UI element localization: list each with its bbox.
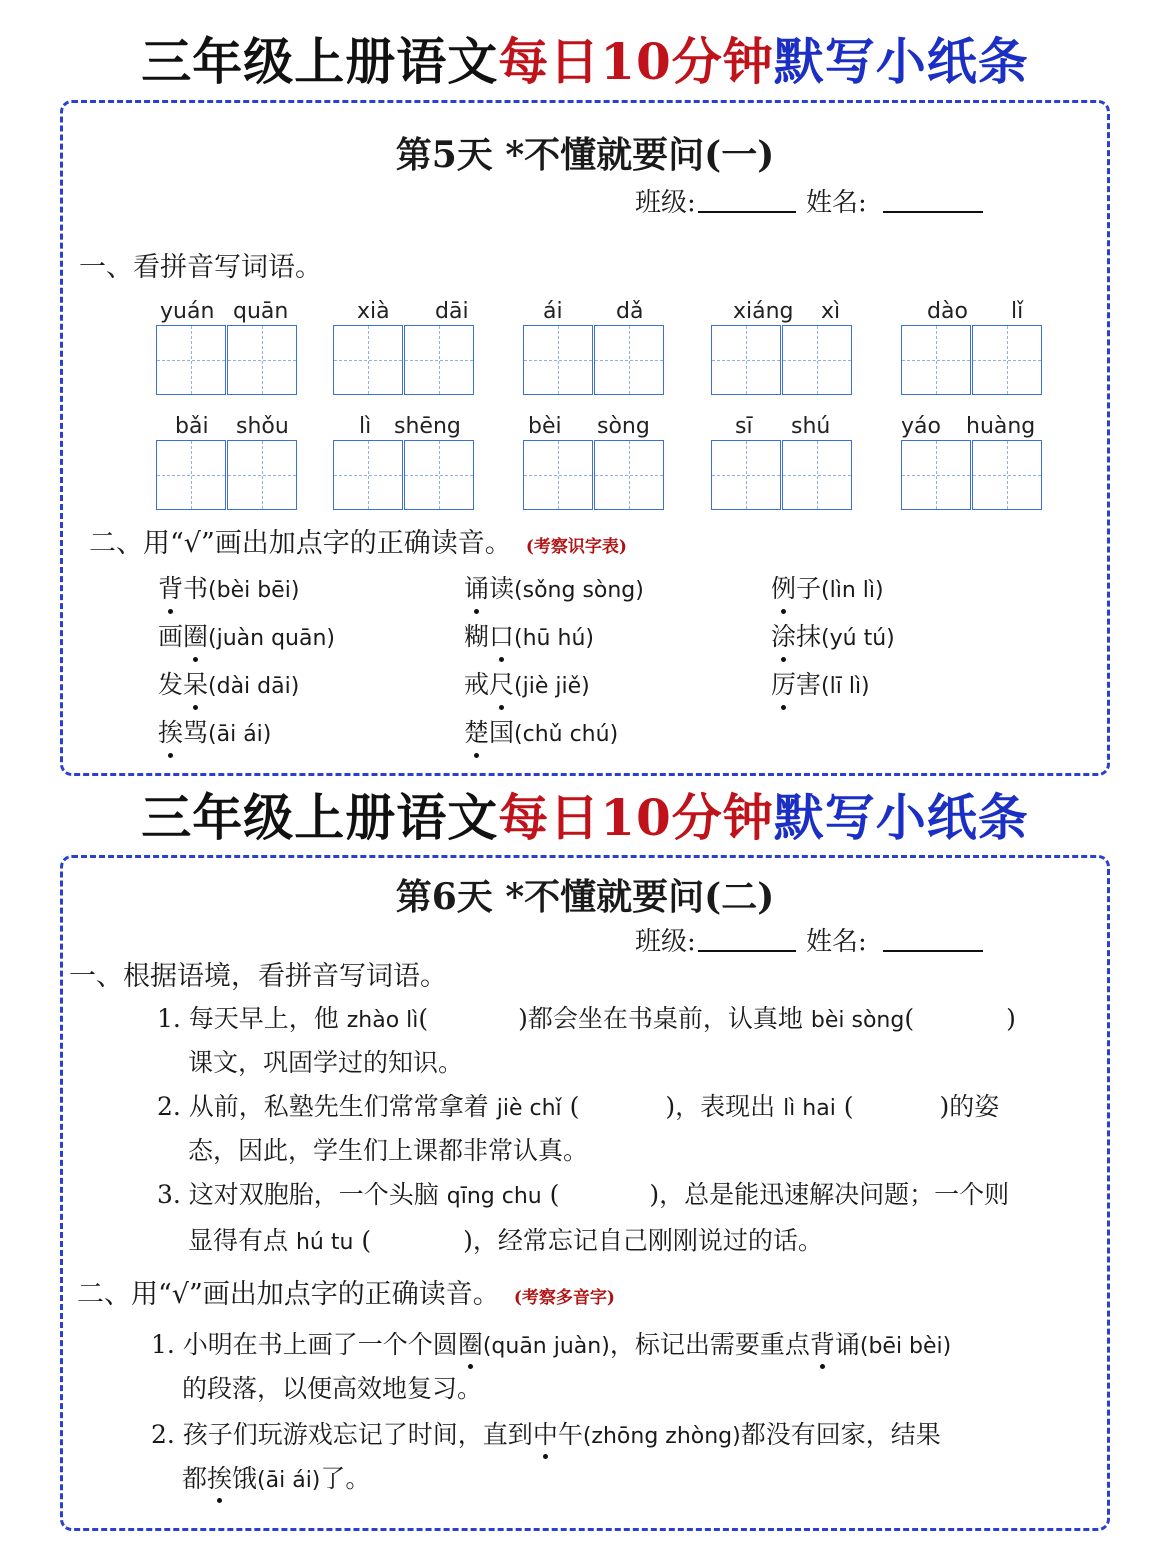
day6-card [60,855,1110,1531]
pinyin: dāi [435,299,469,324]
pinyin: xiáng [733,299,794,324]
reading-item[interactable] [771,669,870,703]
char: 子 [796,574,822,603]
pinyin-options: (dài dāi) [208,674,300,699]
char: 画 [158,622,184,651]
char: 发 [158,670,184,699]
writing-box[interactable] [901,325,971,395]
pinyin: sī [735,414,753,439]
pinyin: huàng [966,414,1036,439]
writing-box[interactable] [782,440,852,510]
char: 书 [183,574,209,603]
text: )，总是能迅速解决问题；一个则 [649,1180,1010,1209]
name-blank[interactable] [883,187,983,213]
pinyin: xì [821,299,841,324]
day6-title: 第6天 *不懂就要问(二) [395,876,775,918]
text: )都会坐在书桌前，认真地 [518,1004,811,1033]
pinyin: dào [927,299,968,324]
dotted-char: 口 [489,622,515,651]
name-label: 姓名: [806,927,867,957]
dotted-char: 挨 [158,718,184,747]
pinyin-options: (chǔ chú) [514,722,619,747]
char: 戒 [464,670,490,699]
context-question-3 [157,1180,1009,1212]
dotted-char: 涂 [771,622,797,651]
reading-item[interactable] [158,621,335,655]
context-question-3-cont [188,1226,823,1258]
writing-box[interactable] [404,325,474,395]
pinyin: bèi sòng [810,1008,905,1033]
char: 抹 [796,622,822,651]
reading-item[interactable] [464,669,590,703]
text: ( [541,1180,560,1209]
text: 诵 [834,1330,860,1359]
writing-box[interactable] [594,440,664,510]
day5-info [635,187,985,219]
title-part-grade: 三年级上册语文 [141,788,499,847]
dotted-char: 厉 [771,670,797,699]
day5-title: 第5天 *不懂就要问(一) [395,134,775,176]
polyphone-question-2 [151,1420,941,1452]
name-label: 姓名: [806,188,867,218]
pinyin: yáo [901,414,941,439]
pinyin: bǎi [175,414,209,439]
pinyin: zhào lì [346,1008,419,1033]
pinyin-options: (yú tú) [821,626,895,651]
dotted-char: 挨 [207,1464,233,1493]
text: 午 [557,1420,583,1449]
pinyin-options: (jiè jiě) [514,674,590,699]
dotted-char: 呆 [183,670,209,699]
pinyin-options: (sǒng sòng) [514,578,644,603]
text: ( [904,1004,915,1033]
writing-box[interactable] [523,440,593,510]
polyphone-question-2-cont [182,1464,370,1496]
main-title [0,32,1170,92]
writing-box[interactable] [782,325,852,395]
text: 1. 每天早上，他 [157,1004,347,1033]
dotted-char: 中 [532,1420,558,1449]
pinyin: dǎ [616,299,644,324]
title-part-notes: 默写小纸条 [773,32,1029,91]
section2-label: 二、用“√”画出加点字的正确读音。 [77,1279,500,1310]
reading-item[interactable] [464,573,644,607]
writing-box[interactable] [523,325,593,395]
text: ) [1006,1004,1016,1033]
dotted-char: 圈 [457,1330,483,1359]
pinyin-options[interactable]: (quān juàn) [482,1334,610,1359]
dotted-char: 背 [809,1330,835,1359]
dotted-char: 诵 [464,574,490,603]
pinyin: lì hai [783,1096,836,1121]
pinyin-options: (juàn quān) [208,626,336,651]
dotted-char: 尺 [489,670,515,699]
pinyin: xià [357,299,390,324]
context-question-1-cont: 课文，巩固学过的知识。 [188,1048,464,1077]
reading-item[interactable] [464,621,594,655]
dotted-char: 圈 [183,622,209,651]
writing-box[interactable] [333,440,403,510]
text: 2. 孩子们玩游戏忘记了时间，直到 [151,1420,533,1449]
pinyin: jiè chǐ [496,1096,562,1121]
text: )，经常忘记自己刚刚说过的话。 [463,1226,823,1255]
day5-section1: 一、看拼音写词语。 [79,252,322,283]
writing-box[interactable] [333,325,403,395]
reading-item[interactable] [158,573,299,607]
dotted-char: 例 [771,574,797,603]
title-part-time: 每日10分钟 [498,788,774,847]
text: 了。 [320,1464,371,1493]
polyphone-question-1 [151,1330,951,1362]
writing-box[interactable] [156,440,226,510]
pinyin: lì [359,414,372,439]
day5-section2 [89,527,627,564]
char: 害 [796,670,822,699]
char: 骂 [183,718,209,747]
title-part-notes: 默写小纸条 [773,788,1029,847]
writing-box[interactable] [227,440,297,510]
dotted-char: 背 [158,574,184,603]
reading-item[interactable] [158,717,271,751]
section2-note: (考察多音字) [513,1288,615,1308]
writing-box[interactable] [711,440,781,510]
main-title [0,788,1170,848]
pinyin: hú tu [295,1230,354,1255]
pinyin: bèi [528,414,562,439]
day6-section2 [77,1278,615,1315]
pinyin-options: (lìn lì) [821,578,884,603]
pinyin: sòng [597,414,650,439]
char: 国 [489,718,515,747]
writing-box[interactable] [404,440,474,510]
name-blank[interactable] [883,926,983,952]
writing-box[interactable] [901,440,971,510]
day6-info [635,926,985,958]
pinyin-options[interactable]: (zhōng zhòng) [582,1424,741,1449]
text: 3. 这对双胞胎，一个头脑 [157,1180,447,1209]
char: 读 [489,574,515,603]
pinyin: shǒu [236,414,289,439]
pinyin-options: (hū hú) [514,626,594,651]
text: 都 [182,1464,208,1493]
day6-section1: 一、根据语境，看拼音写词语。 [69,961,447,992]
writing-box[interactable] [156,325,226,395]
text: )，表现出 [665,1092,784,1121]
reading-item[interactable] [771,573,884,607]
text: 都没有回家，结果 [740,1420,941,1449]
pinyin: shēng [394,414,461,439]
writing-box[interactable] [972,440,1042,510]
reading-item[interactable] [771,621,895,655]
dotted-char: 楚 [464,718,490,747]
text: )的姿 [939,1092,1000,1121]
writing-box[interactable] [972,325,1042,395]
pinyin-options: (lī lì) [821,674,870,699]
char: 糊 [464,622,490,651]
pinyin-options: (bèi bēi) [208,578,300,603]
writing-box[interactable] [711,325,781,395]
writing-box[interactable] [227,325,297,395]
title-part-grade: 三年级上册语文 [141,32,499,91]
pinyin: ái [543,299,563,324]
reading-item[interactable] [158,669,299,703]
text: 2. 从前，私塾先生们常常拿着 [157,1092,497,1121]
pinyin: quān [233,299,289,324]
text: ，标记出需要重点 [609,1330,810,1359]
pinyin: lǐ [1011,299,1024,324]
writing-box[interactable] [594,325,664,395]
text: 1. 小明在书上画了一个个圆 [151,1330,458,1359]
pinyin: shú [791,414,831,439]
pinyin-options: (āi ái) [208,722,272,747]
text: ( [835,1092,854,1121]
polyphone-question-1-cont: 的段落，以便高效地复习。 [182,1374,483,1403]
class-blank[interactable] [698,187,796,213]
title-part-time: 每日10分钟 [498,32,774,91]
pinyin: yuán [160,299,215,324]
pinyin-options[interactable]: (bēi bèi) [859,1334,952,1359]
text: ( [353,1226,372,1255]
context-question-2 [157,1092,999,1124]
pinyin: qīng chu [446,1184,542,1209]
text: ( [418,1004,429,1033]
class-blank[interactable] [698,926,796,952]
text: 显得有点 [188,1226,296,1255]
class-label: 班级: [635,188,696,218]
section2-label: 二、用“√”画出加点字的正确读音。 [89,528,512,559]
context-question-1 [157,1004,1016,1036]
context-question-2-cont: 态，因此，学生们上课都非常认真。 [188,1136,589,1165]
reading-item[interactable] [464,717,618,751]
text: ( [561,1092,580,1121]
section2-note: (考察识字表) [525,537,627,557]
pinyin-options[interactable]: (āi ái) [257,1468,321,1493]
text: 饿 [232,1464,258,1493]
day5-card [60,100,1110,776]
class-label: 班级: [635,927,696,957]
